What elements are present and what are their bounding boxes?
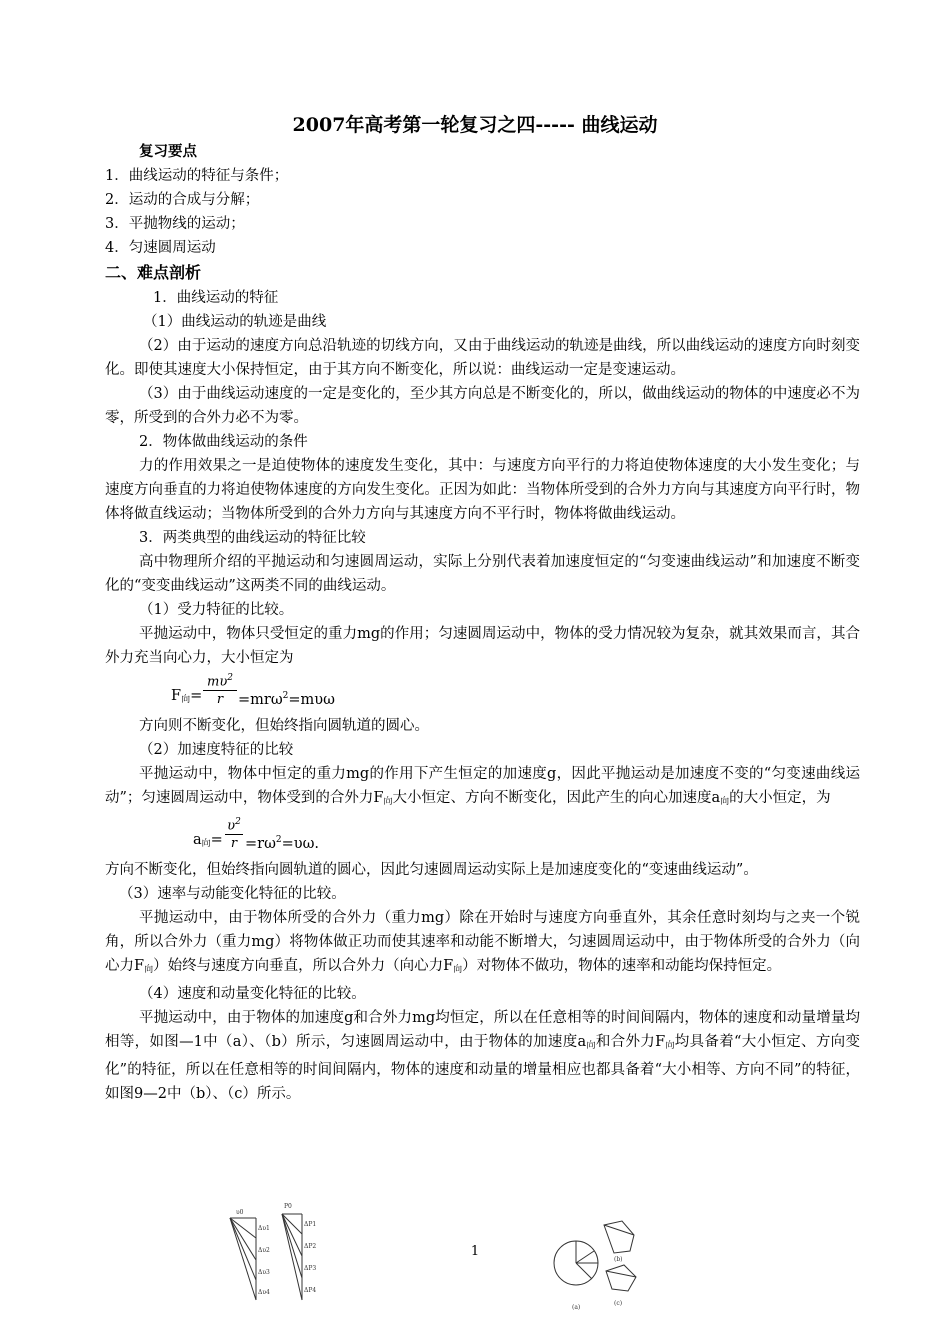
paragraph: 平抛运动中，由于物体所受的合外力（重力mg）除在开始时与速度方向垂直外，其余任意时刻均与之夹一个锐角，所以合外力（重力mg）将物体做正功而使其速率和动能不断增大，匀速圆周运动中，由于物体所受的合外力（向心力$F_向$）始终与速度方向垂直，所以合外力（向心力$F_向$）对物体不做功，物体的速率和动能均保持恒定。 [105,910,860,975]
page-number: 1 [470,1244,480,1259]
paragraph: 力的作用效果之一是迫使物体的速度发生变化，其中：与速度方向平行的力将迫使物体速度的大小发生变化；与速度方向垂直的力将迫使物体速度的方向发生变化。正因为如此：当物体所受到的合外力方向与其速度方向平行时，物体将做直线运动；当物体所受到的合外力方向与其速度方向不平行时，物体将做曲线运动。 [105,458,860,522]
svg-text:Δυ4: Δυ4 [258,1289,270,1296]
list-item: 4．匀速圆周运动 [105,240,216,256]
svg-text:Δυ3: Δυ3 [258,1269,270,1276]
list-item: 1．曲线运动的特征与条件； [105,168,289,184]
svg-text:P0: P0 [284,1203,292,1210]
list-item: 2．运动的合成与分解； [105,192,260,208]
paragraph: （1）曲线运动的轨迹是曲线 [143,314,327,330]
paragraph: 高中物理所介绍的平抛运动和匀速圆周运动，实际上分别代表着加速度恒定的“匀变速曲线运动”和加速度不断变化的“变变曲线运动”这两类不同的曲线运动。 [105,554,860,594]
document-body [105,140,860,1106]
centripetal-force-formula: $F_向=$ $m\upsilon^2$ r =mrω$^2$=mυω [105,670,860,714]
formula-subscript: 向 [181,695,191,705]
subsection-title: 3．两类典型的曲线运动的特征比较 [139,530,366,546]
paragraph: （3）由于曲线运动速度的一定是变化的，至少其方向总是不断变化的，所以，做曲线运动的物体的中速度必不为零，所受到的合外力必不为零。 [105,386,860,426]
subsection-title: （2）加速度特征的比较 [139,742,294,758]
paragraph: （2）由于运动的速度方向总沿轨迹的切线方向，又由于曲线运动的轨迹是曲线，所以曲线运动的速度方向时刻变化。即使其速度大小保持恒定，由于其方向不断变化，所以说：曲线运动一定是变速运动。 [105,338,860,378]
formula-equals: = [190,688,203,704]
subsection-title: 1．曲线运动的特征 [153,290,279,306]
formula-lhs: a [193,832,202,848]
section-heading: 二、难点剖析 [105,263,202,282]
paragraph: 平抛运动中，由于物体的加速度g和合外力mg均恒定，所以在任意相等的时间间隔内，物体的速度和动量增量均相等，如图—1中（a）、（b）所示，匀速圆周运动中，由于物体的加速度$a_向$和合外力$F_向$均具备着“大小恒定、方向变化”的特征，所以在任意相等的时间间隔内，物体的速度和动量的增量相应也都具备着“大小相等、方向不同”的特征，如图9—2中（b）、（c）所示。 [105,1010,860,1102]
fraction-denominator: r [230,836,238,852]
svg-text:Δυ1: Δυ1 [258,1225,270,1232]
paragraph: 方向则不断变化，但始终指向圆轨道的圆心。 [139,718,429,734]
paragraph: 方向不断变化，但始终指向圆轨道的圆心，因此匀速圆周运动实际上是加速度变化的“变速曲线运动”。 [105,862,758,878]
fraction-denominator: r [216,692,224,708]
formula-lhs: F [171,688,182,704]
paragraph: 平抛运动中，物体只受恒定的重力mg的作用；匀速圆周运动中，物体的受力情况较为复杂，就其效果而言，其合外力充当向心力，大小恒定为 [105,626,860,666]
formula-fraction: $\upsilon^2$ r [225,814,243,853]
document-title: 2007年高考第一轮复习之四----- 曲线运动 [292,114,658,136]
subsection-title: （3）速率与动能变化特征的比较。 [119,886,346,902]
fraction-numerator: υ [227,818,236,834]
formula-rhs: =rω [245,835,276,852]
subsection-title: （1）受力特征的比较。 [139,602,294,618]
formula-subscript: 向 [201,839,211,849]
svg-text:(b): (b) [614,1256,623,1263]
svg-text:(c): (c) [614,1300,623,1307]
fraction-numerator: mυ [207,674,228,690]
formula-rhs: =mrω [238,691,283,708]
subsection-title: 2．物体做曲线运动的条件 [139,434,308,450]
svg-text:υ0: υ0 [236,1209,244,1216]
svg-text:Δυ2: Δυ2 [258,1247,270,1254]
svg-text:ΔP4: ΔP4 [304,1287,317,1294]
subsection-title: （4）速度和动量变化特征的比较。 [139,986,366,1002]
list-item: 3．平抛物线的运动； [105,216,245,232]
svg-text:(a): (a) [572,1304,581,1311]
formula-equals: = [210,832,223,848]
svg-text:ΔP2: ΔP2 [304,1243,317,1250]
svg-text:ΔP3: ΔP3 [304,1265,317,1272]
review-points-label: 复习要点 [139,143,197,160]
centripetal-acceleration-formula: $a_向=$ $\upsilon^2$ r $=r\omega^2=\upsilon\omega$. [105,814,860,858]
svg-text:ΔP1: ΔP1 [304,1221,317,1228]
circular-motion-diagram [552,1215,642,1311]
formula-fraction: $m\upsilon^2$ r [203,670,237,709]
paragraph: 平抛运动中，物体中恒定的重力mg的作用下产生恒定的加速度g，因此平抛运动是加速度不变的“匀变速曲线运动”；匀速圆周运动中，物体受到的合外力$F_向$大小恒定、方向不断变化，因此产生的向心加速度$a_向$的大小恒定，为 [105,766,860,807]
